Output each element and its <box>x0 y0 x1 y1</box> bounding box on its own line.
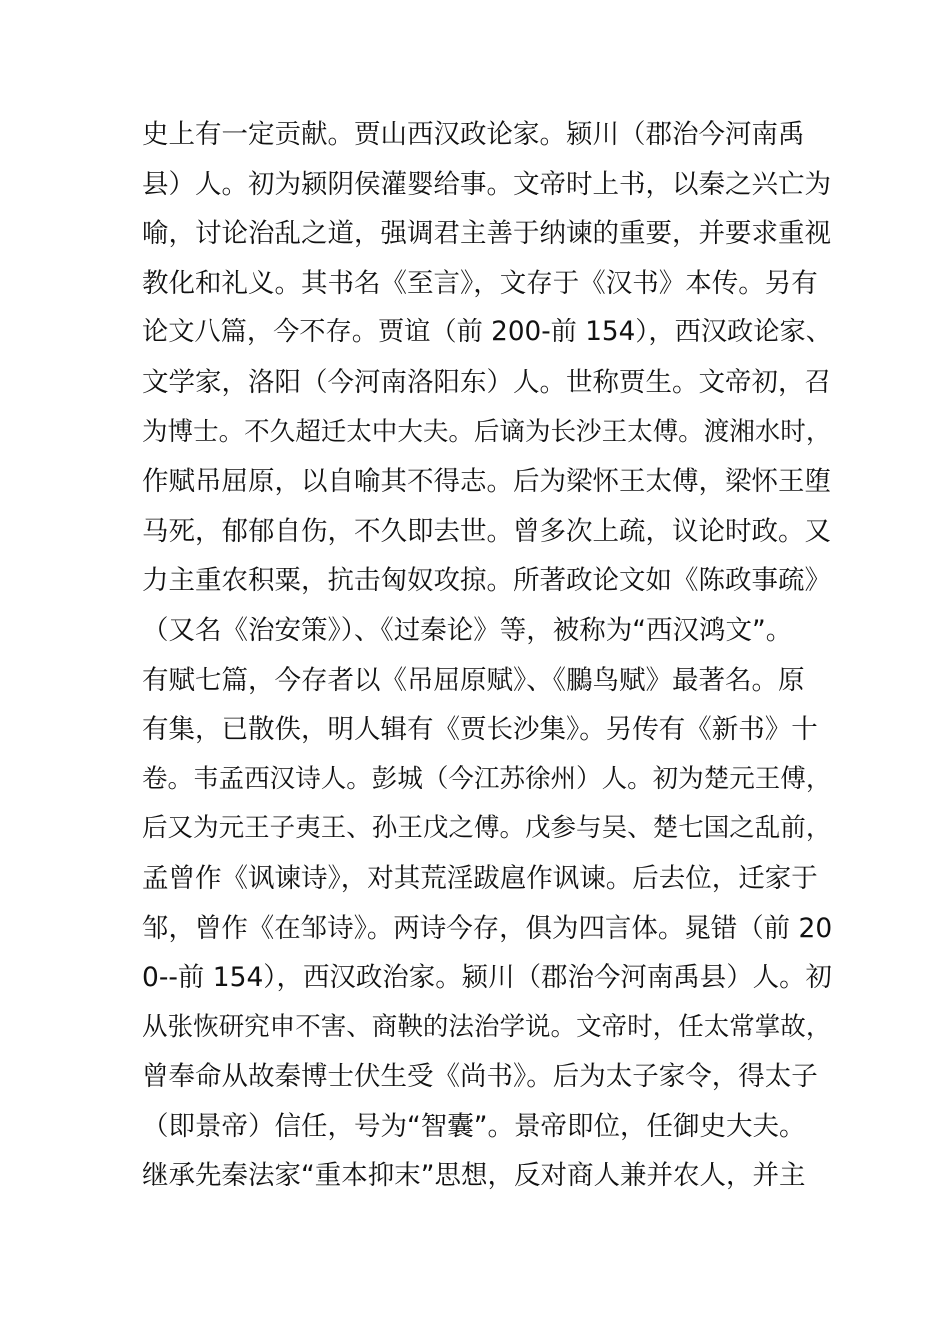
text-line: 县）人。初为颍阴侯灌婴给事。文帝时上书，以秦之兴亡为 <box>142 168 831 200</box>
text-line: 有赋七篇，今存者以《吊屈原赋》、《鵩鸟赋》最著名。原 <box>142 664 805 696</box>
text-line: 有集，已散佚，明人辑有《贾长沙集》。另传有《新书》十 <box>142 714 818 746</box>
text-line: 继承先秦法家“重本抑末”思想，反对商人兼并农人，并主 <box>142 1160 806 1192</box>
text-line: 后又为元王子夷王、孙王戊之傅。戊参与吴、楚七国之乱前， <box>142 813 832 844</box>
text-line: （又名《治安策》）、《过秦论》等，被称为“西汉鸿文”。 <box>142 614 793 646</box>
text-line: 力主重农积粟，抗击匈奴攻掠。所著政论文如《陈政事疏》 <box>142 565 831 597</box>
text-line: 教化和礼义。其书名《至言》，文存于《汉书》本传。另有 <box>142 267 818 299</box>
text-line: 0--前 154），西汉政治家。颍川（郡治今河南禹县）人。初 <box>142 962 833 994</box>
text-line: 论文八篇，今不存。贾谊（前 200-前 154），西汉政论家、 <box>142 317 832 348</box>
text-line: （即景帝）信任，号为“智囊”。景帝即位，任御史大夫。 <box>142 1110 806 1142</box>
text-line: 史上有一定贡献。贾山西汉政论家。颍川（郡治今河南禹 <box>142 119 805 150</box>
text-line: 卷。韦孟西汉诗人。彭城（今江苏徐州）人。初为楚元王傅， <box>142 763 832 794</box>
text-line: 文学家，洛阳（今河南洛阳东）人。世称贾生。文帝初，召 <box>142 366 831 398</box>
text-line: 作赋吊屈原，以自喻其不得志。后为梁怀王太傅，梁怀王堕 <box>142 466 831 498</box>
text-line: 孟曾作《讽谏诗》，对其荒淫跋扈作讽谏。后去位，迁家于 <box>142 862 818 894</box>
body-text <box>142 110 833 1201</box>
text-line: 邹，曾作《在邹诗》。两诗今存，俱为四言体。晁错（前 20 <box>142 912 833 944</box>
text-line: 曾奉命从故秦博士伏生受《尚书》。后为太子家令，得太子 <box>142 1061 818 1093</box>
text-line: 喻，讨论治乱之道，强调君主善于纳谏的重要，并要求重视 <box>142 218 831 250</box>
text-line: 为博士。不久超迁太中大夫。后谪为长沙王太傅。渡湘水时， <box>142 416 832 447</box>
text-line: 从张恢研究申不害、商鞅的法治学说。文帝时，任太常掌故， <box>142 1011 832 1042</box>
text-line: 马死，郁郁自伤，不久即去世。曾多次上疏，议论时政。又 <box>142 515 831 547</box>
